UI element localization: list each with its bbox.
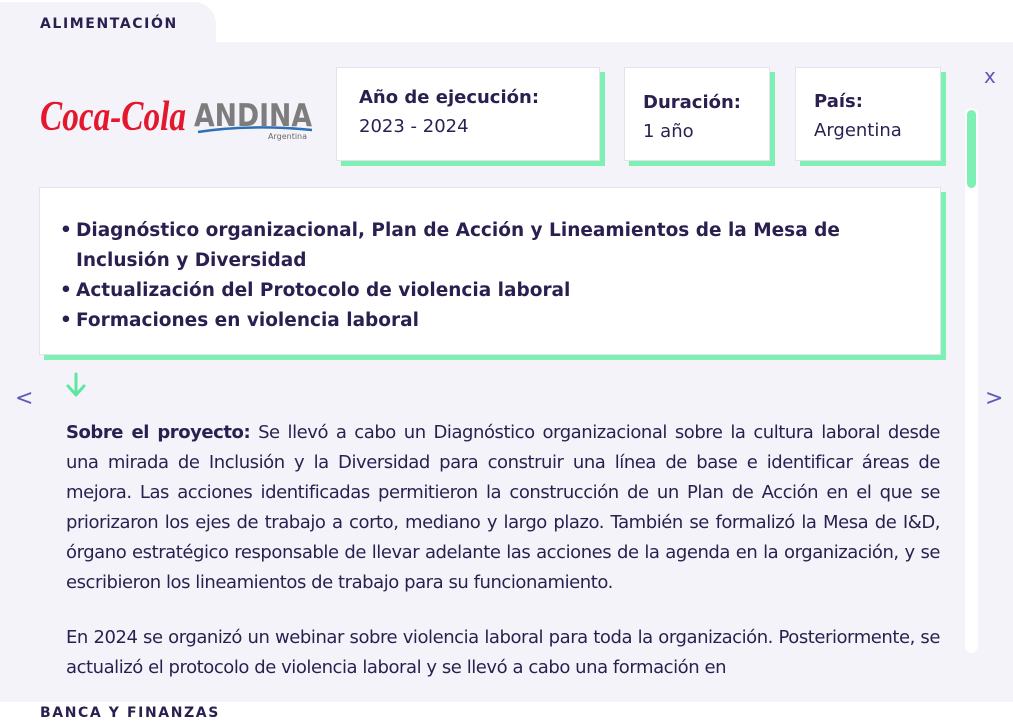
duration-label: Duración: [643, 92, 741, 113]
scrollbar-thumb[interactable] [967, 110, 976, 188]
highlight-item: • Actualización del Protocolo de violencia laboral [60, 280, 571, 301]
andina-country-subtitle: Argentina [268, 132, 308, 141]
country-label: País: [814, 91, 863, 112]
description-paragraph: Sobre el proyecto: Se llevó a cabo un Diagnóstico organizacional sobre la cultura laboral desde una mirada de Inclusión y la Diversidad para construir una línea de base e identificar áreas de mejora. Las acciones identificadas permitieron la construcción de un Plan de Acción en el que se priorizaron los ejes de trabajo a corto, mediano y largo plazo. También se formalizó la Mesa de I&D, órgano estratégico responsable de llevar adelante las acciones de la agenda en la organización, y se escribieron los lineamientos de trabajo para su funcionamiento. [66, 422, 940, 593]
description-paragraph: En 2024 se organizó un webinar sobre violencia laboral para toda la organización. Posteriormente, se actualizó el protocolo de violencia laboral y se llevó a cabo una formación en [66, 627, 940, 678]
coca-cola-andina-logo [40, 84, 315, 146]
execution-year-card [336, 67, 600, 161]
about-project-label: Sobre el proyecto: [66, 422, 251, 443]
scrollbar-track[interactable] [965, 108, 978, 653]
andina-wordmark: ANDINA [194, 98, 313, 134]
highlight-item: • Diagnóstico organizacional, Plan de Acción y Lineamientos de la Mesa de Inclusión y Diversidad [60, 220, 840, 271]
arrow-down-icon [64, 372, 88, 398]
execution-year-label: Año de ejecución: [359, 87, 540, 108]
category-tab-alimentacion[interactable]: ALIMENTACIÓN [0, 2, 216, 48]
project-description [66, 418, 940, 684]
next-project-button[interactable]: > [985, 386, 1004, 411]
country-value: Argentina [814, 120, 902, 141]
country-card [795, 67, 941, 161]
execution-year-value: 2023 - 2024 [359, 116, 469, 137]
category-tab-banca-finanzas[interactable]: BANCA Y FINANZAS [40, 705, 220, 721]
previous-project-button[interactable]: < [15, 386, 34, 411]
highlights-card [39, 187, 941, 355]
duration-card [624, 67, 770, 161]
coca-cola-wordmark: Coca-Cola [40, 94, 186, 140]
highlight-item: • Formaciones en violencia laboral [60, 310, 419, 331]
duration-value: 1 año [643, 121, 694, 142]
close-button[interactable]: x [984, 64, 996, 88]
